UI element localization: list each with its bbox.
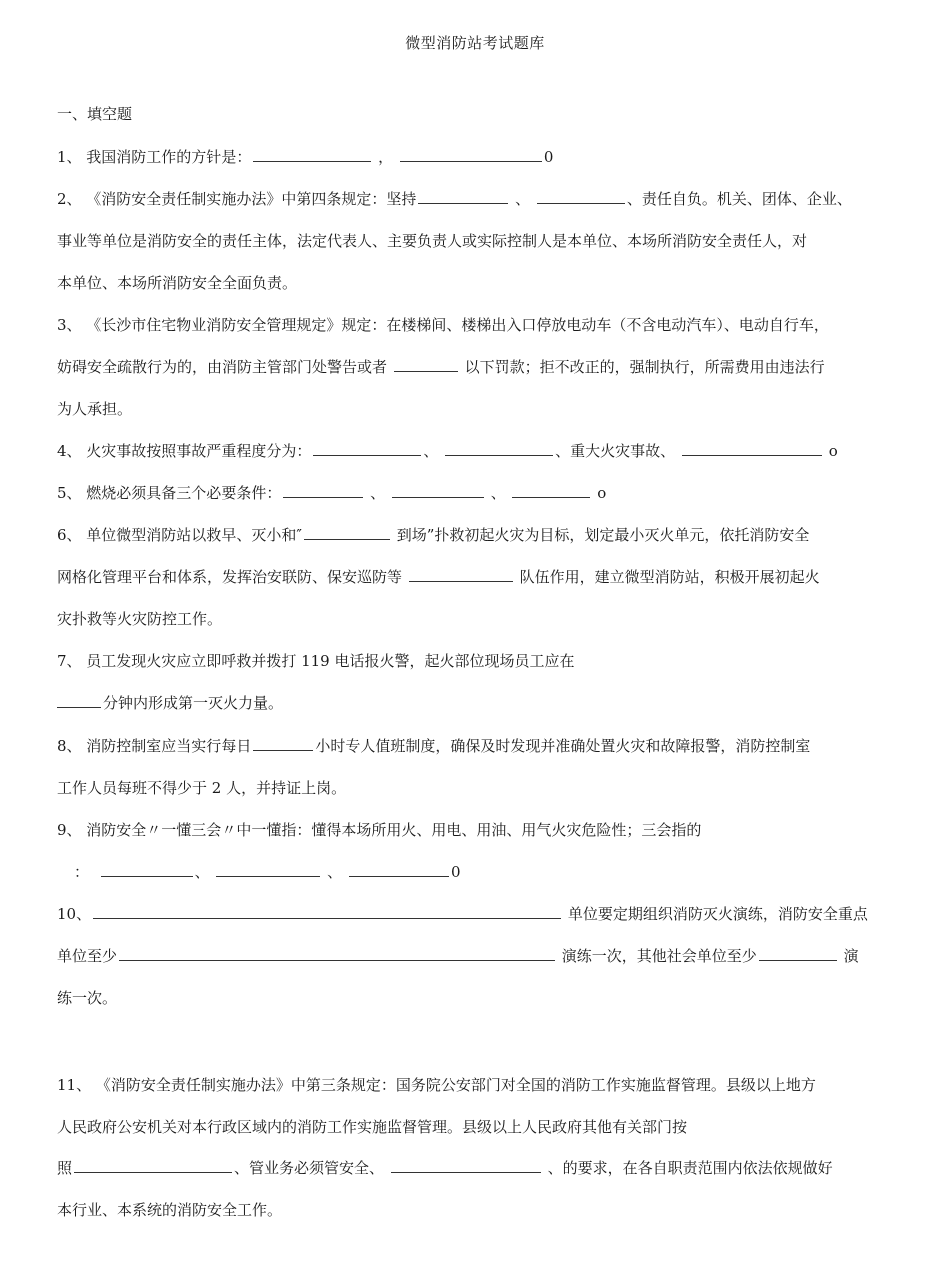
answer-blank[interactable] bbox=[682, 441, 822, 456]
question-2-line-2: 事业等单位是消防安全的责任主体，法定代表人、主要负责人或实际控制人是本单位、本场所消防安全责任人，对 bbox=[57, 232, 808, 250]
question-9-line-2: ： 、 、 0 bbox=[74, 863, 461, 881]
answer-blank[interactable] bbox=[304, 525, 390, 540]
question-3-line-2: 妨碍安全疏散行为的，由消防主管部门处警告或者 以下罚款；拒不改正的，强制执行，所需费用由违法行 bbox=[57, 358, 825, 376]
page-title: 微型消防站考试题库 bbox=[405, 34, 545, 52]
question-5: 5、 燃烧必须具备三个必要条件： 、 、 o bbox=[57, 484, 607, 502]
answer-blank[interactable] bbox=[418, 189, 508, 204]
question-10-line-2: 单位至少 演练一次，其他社会单位至少 演 bbox=[57, 947, 859, 965]
answer-blank[interactable] bbox=[216, 862, 320, 877]
answer-blank[interactable] bbox=[253, 147, 371, 162]
answer-blank[interactable] bbox=[119, 946, 555, 961]
section-heading: 一、填空题 bbox=[57, 105, 133, 123]
question-2-line-1: 2、 《消防安全责任制实施办法》中第四条规定：坚持 、 、责任自负。机关、团体、企业、 bbox=[57, 190, 852, 208]
answer-blank[interactable] bbox=[57, 693, 101, 708]
question-8-line-1: 8、 消防控制室应当实行每日 小时专人值班制度，确保及时发现并准确处置火灾和故障报警，消防控制室 bbox=[57, 737, 811, 755]
answer-blank[interactable] bbox=[537, 189, 625, 204]
answer-blank[interactable] bbox=[349, 862, 449, 877]
question-6-line-2: 网格化管理平台和体系，发挥治安联防、保安巡防等 队伍作用，建立微型消防站，积极开展初起火 bbox=[57, 568, 820, 586]
answer-blank[interactable] bbox=[313, 441, 421, 456]
question-1: 1、 我国消防工作的方针是： ， 0 bbox=[57, 148, 554, 166]
answer-blank[interactable] bbox=[101, 862, 193, 877]
answer-blank[interactable] bbox=[400, 147, 542, 162]
answer-blank[interactable] bbox=[759, 946, 837, 961]
answer-blank[interactable] bbox=[409, 567, 513, 582]
question-7-line-1: 7、 员工发现火灾应立即呼救并拨打 119 电话报火警，起火部位现场员工应在 bbox=[57, 652, 575, 670]
question-10-line-1: 10、 单位要定期组织消防灭火演练，消防安全重点 bbox=[57, 905, 868, 923]
answer-blank[interactable] bbox=[283, 483, 363, 498]
answer-blank[interactable] bbox=[394, 357, 458, 372]
answer-blank[interactable] bbox=[391, 1158, 541, 1173]
question-3-line-3: 为人承担。 bbox=[57, 400, 133, 418]
question-11-line-2: 人民政府公安机关对本行政区域内的消防工作实施监督管理。县级以上人民政府其他有关部门按 bbox=[57, 1118, 688, 1136]
question-8-line-2: 工作人员每班不得少于 2 人，并持证上岗。 bbox=[57, 779, 347, 797]
question-6-line-1: 6、 单位微型消防站以救早、灭小和″ 到场”扑救初起火灾为目标，划定最小灭火单元，依托消防安全 bbox=[57, 526, 810, 544]
question-6-line-3: 灾扑救等火灾防控工作。 bbox=[57, 610, 223, 628]
answer-blank[interactable] bbox=[512, 483, 590, 498]
question-4: 4、 火灾事故按照事故严重程度分为： 、 、重大火灾事故、 o bbox=[57, 442, 838, 460]
question-11-line-3: 照 、管业务必须管安全、 、的要求，在各自职责范围内依法依规做好 bbox=[57, 1159, 833, 1177]
answer-blank[interactable] bbox=[392, 483, 484, 498]
answer-blank[interactable] bbox=[74, 1158, 232, 1173]
answer-blank[interactable] bbox=[253, 736, 313, 751]
answer-blank[interactable] bbox=[93, 904, 561, 919]
question-11-line-1: 11、 《消防安全责任制实施办法》中第三条规定：国务院公安部门对全国的消防工作实施监督管理。县级以上地方 bbox=[57, 1076, 816, 1094]
answer-blank[interactable] bbox=[445, 441, 553, 456]
question-11-line-4: 本行业、本系统的消防安全工作。 bbox=[57, 1201, 283, 1219]
question-10-line-3: 练一次。 bbox=[57, 989, 118, 1007]
question-9-line-1: 9、 消防安全〃一懂三会〃中一懂指：懂得本场所用火、用电、用油、用气火灾危险性；三会指的 bbox=[57, 821, 702, 839]
question-7-line-2: 分钟内形成第一灭火力量。 bbox=[57, 693, 283, 713]
question-2-line-3: 本单位、本场所消防安全全面负责。 bbox=[57, 274, 298, 292]
question-3-line-1: 3、 《长沙市住宅物业消防安全管理规定》规定：在楼梯间、楼梯出入口停放电动车（不含电动汽车）、电动自行车， bbox=[57, 316, 829, 334]
